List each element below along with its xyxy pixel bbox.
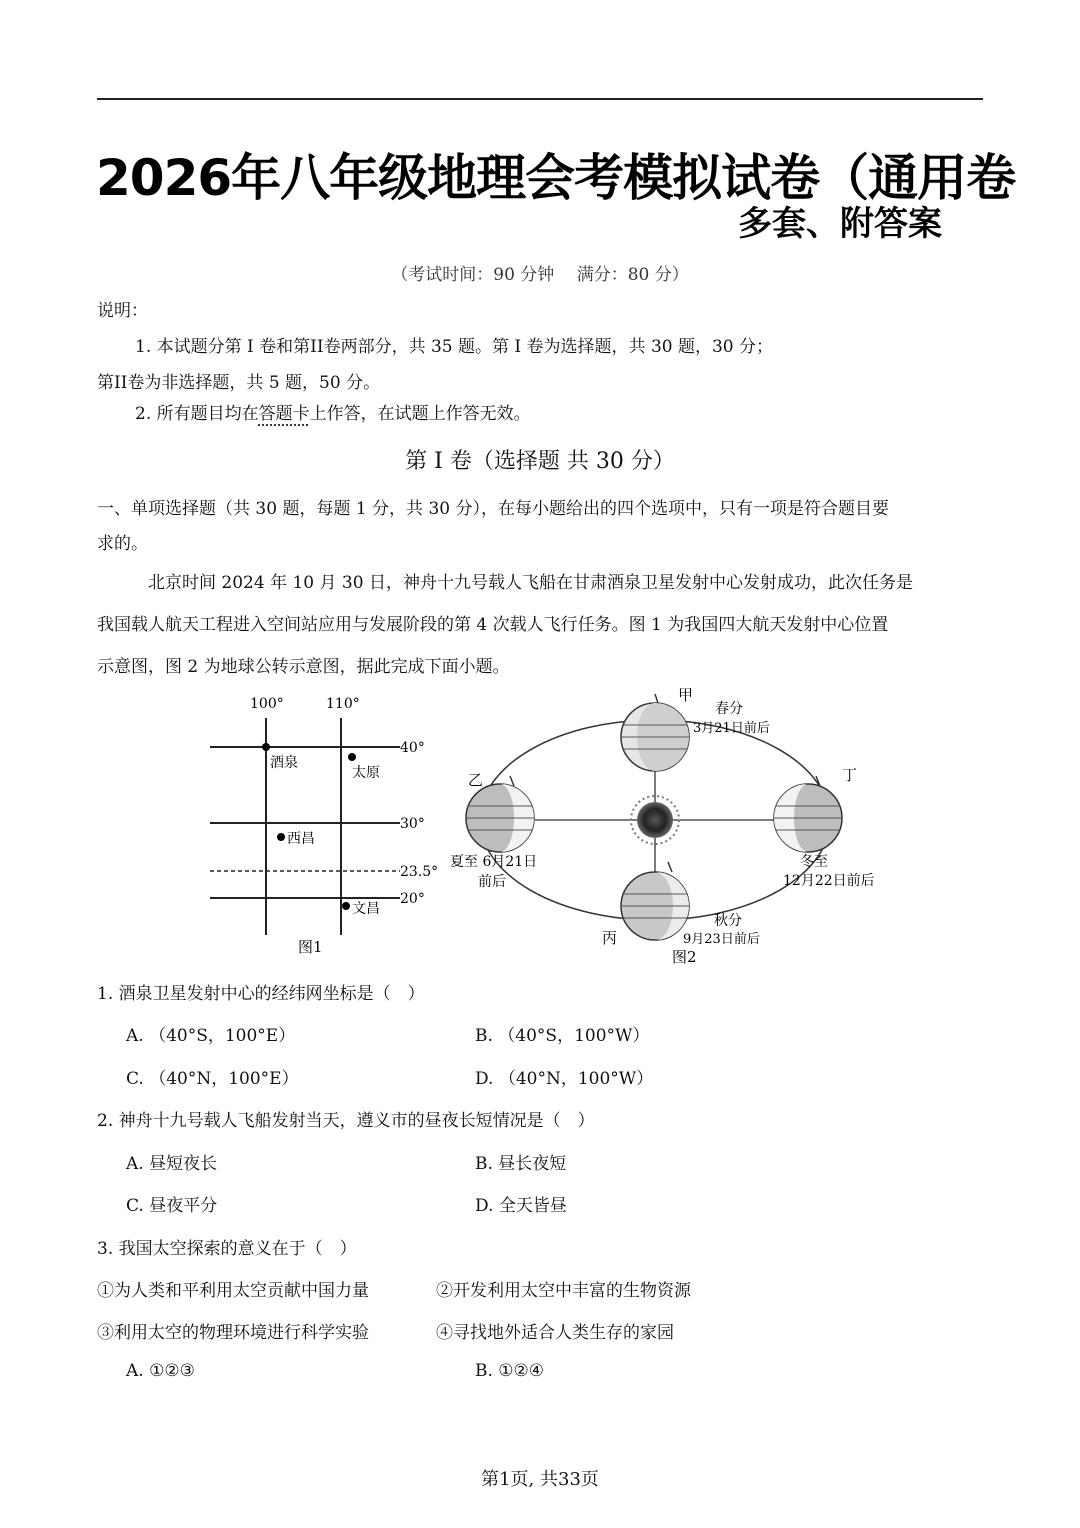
xichang-dot [277, 833, 285, 841]
q3-option-b: B. ①②④ [475, 1361, 545, 1381]
earth-position-bing [621, 862, 689, 940]
page-subtitle: 多套、附答案 [738, 204, 942, 244]
instruction-1-line2: 第II卷为非选择题，共 5 题，50 分。 [97, 373, 381, 393]
site-label-wenchang: 文昌 [352, 901, 380, 917]
position-label-yi: 乙 [468, 771, 484, 789]
lat-label-23-5: 23.5° [400, 864, 439, 880]
lon-label-100: 100° [250, 696, 284, 712]
spring-label: 春分 [715, 701, 743, 717]
q3-statement-3: ③利用太空的物理环境进行科学实验 [97, 1323, 369, 1343]
q2-option-d: D. 全天皆昼 [475, 1196, 567, 1216]
section-intro-line1: 一、单项选择题（共 30 题，每题 1 分，共 30 分），在每小题给出的四个选项中，只有一项是符合题目要 [97, 499, 890, 519]
position-label-bing: 丙 [602, 929, 618, 947]
winter-date: 12月22日前后 [783, 873, 875, 889]
section-intro-line2: 求的。 [97, 534, 148, 554]
jiuquan-dot [262, 743, 270, 751]
figure-2-orbit [450, 680, 880, 970]
instructions-heading: 说明： [97, 301, 148, 321]
question-1-stem: 1. 酒泉卫星发射中心的经纬网坐标是（ ） [97, 984, 425, 1004]
spring-date: 3月21日前后 [693, 721, 770, 736]
passage-line3: 示意图，图 2 为地球公转示意图，据此完成下面小题。 [97, 657, 510, 677]
q1-option-d: D. （40°N，100°W） [475, 1069, 654, 1089]
figure-1-map [200, 690, 445, 960]
position-label-ding: 丁 [842, 766, 858, 784]
site-label-xichang: 西昌 [287, 831, 315, 847]
instruction-2-suffix: 上作答，在试题上作答无效。 [309, 404, 531, 424]
q3-statement-2: ②开发利用太空中丰富的生物资源 [436, 1281, 691, 1301]
instruction-2-prefix: 2. 所有题目均在 [135, 404, 259, 424]
passage-line2: 我国载人航天工程进入空间站应用与发展阶段的第 4 次载人飞行任务。图 1 为我国四大航天发射中心位置 [97, 615, 889, 635]
header-rule [97, 98, 983, 100]
position-label-jia: 甲 [678, 686, 694, 704]
q1-option-a: A. （40°S，100°E） [126, 1026, 296, 1046]
q2-option-c: C. 昼夜平分 [126, 1196, 218, 1216]
q2-option-b: B. 昼长夜短 [475, 1154, 567, 1174]
page-footer: 第1页, 共33页 [481, 1469, 599, 1490]
q1-option-c: C. （40°N，100°E） [126, 1069, 299, 1089]
q2-option-a: A. 昼短夜长 [126, 1154, 218, 1174]
winter-label: 冬至 [800, 854, 828, 870]
page-title: 2026年八年级地理会考模拟试卷（通用卷 [96, 149, 1016, 207]
site-label-jiuquan: 酒泉 [270, 755, 298, 771]
instruction-2-emphasis: 答题卡 [258, 404, 310, 424]
question-3-stem: 3. 我国太空探索的意义在于（ ） [97, 1239, 357, 1259]
autumn-date: 9月23日前后 [683, 932, 760, 947]
wenchang-dot [342, 902, 350, 910]
q3-statement-4: ④寻找地外适合人类生存的家园 [436, 1323, 674, 1343]
figure-1-caption: 图1 [298, 938, 323, 956]
taiyuan-dot [348, 753, 356, 761]
lat-label-40: 40° [400, 740, 425, 756]
sun-icon [637, 802, 673, 838]
figure-2-caption: 图2 [672, 948, 697, 966]
exam-info: （考试时间：90 分钟 满分：80 分） [391, 265, 689, 285]
autumn-label: 秋分 [714, 913, 742, 929]
instruction-1-line1: 1. 本试题分第 I 卷和第II卷两部分，共 35 题。第 I 卷为选择题，共 30 题，30 分； [135, 337, 774, 357]
passage-line1: 北京时间 2024 年 10 月 30 日，神舟十九号载人飞船在甘肃酒泉卫星发射中心发射成功，此次任务是 [148, 573, 913, 593]
site-label-taiyuan: 太原 [352, 765, 380, 781]
instruction-2 [135, 399, 531, 424]
q3-option-a: A. ①②③ [126, 1361, 195, 1381]
summer-label: 夏至 6月21日 [450, 854, 538, 870]
lon-label-110: 110° [326, 696, 360, 712]
lat-label-30: 30° [400, 816, 425, 832]
question-2-stem: 2. 神舟十九号载人飞船发射当天，遵义市的昼夜长短情况是（ ） [97, 1111, 595, 1131]
q3-statement-1: ①为人类和平利用太空贡献中国力量 [97, 1281, 369, 1301]
summer-date: 前后 [478, 874, 506, 890]
lat-label-20: 20° [400, 891, 425, 907]
section-title: 第 I 卷（选择题 共 30 分） [405, 449, 675, 474]
q1-option-b: B. （40°S，100°W） [475, 1026, 650, 1046]
earth-position-jia [621, 694, 689, 771]
earth-position-ding [774, 776, 842, 852]
